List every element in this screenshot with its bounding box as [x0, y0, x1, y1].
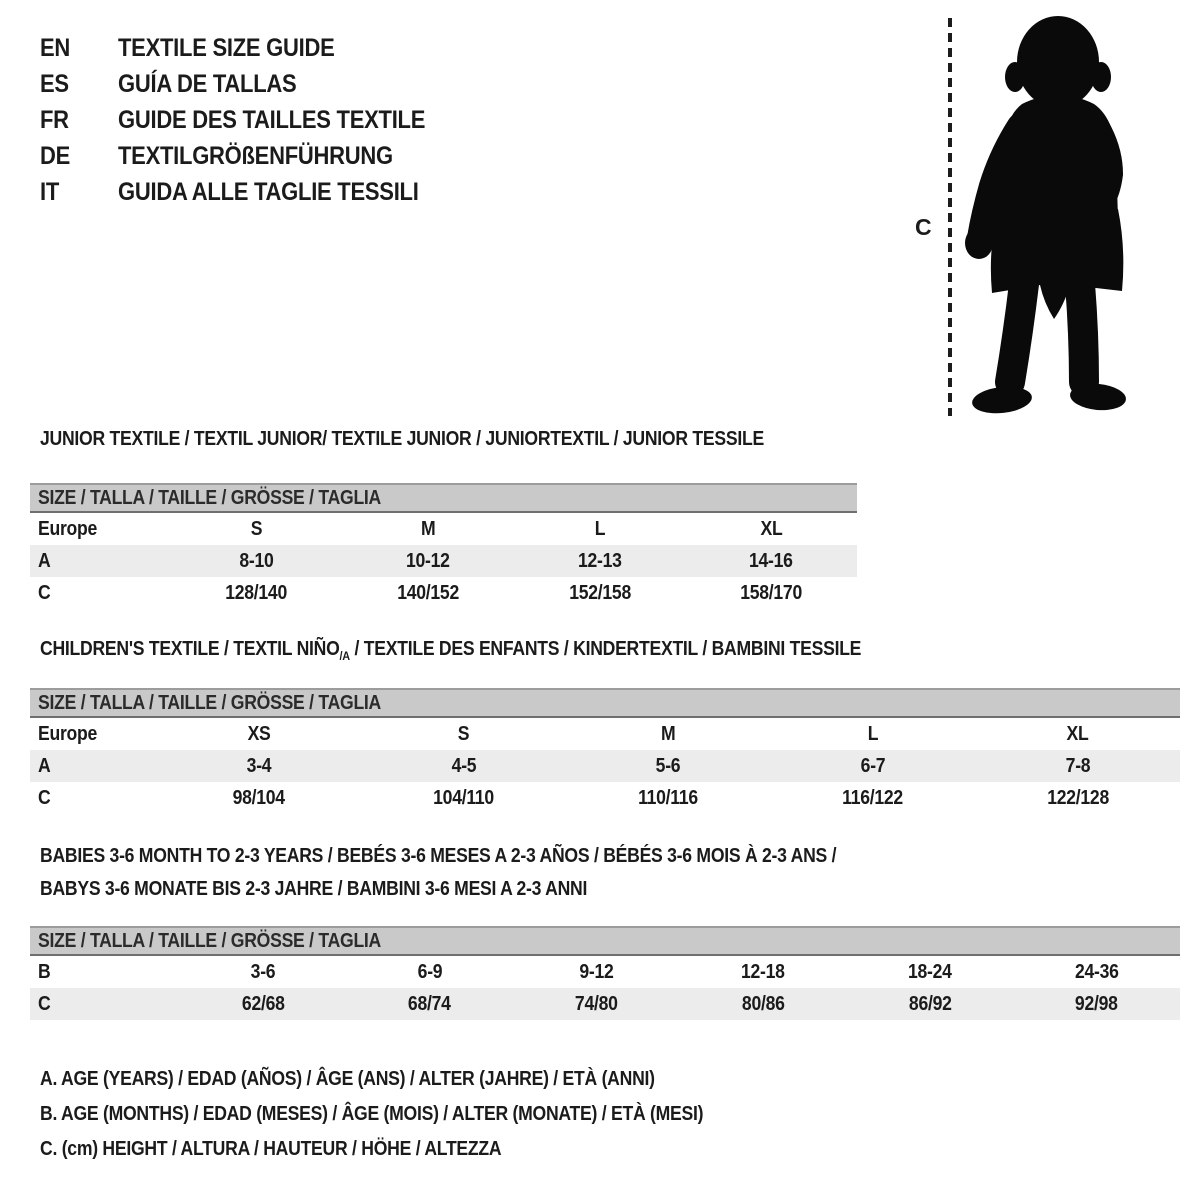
table-cell: 8-10 [239, 549, 274, 572]
babies-size-table [30, 926, 1180, 1020]
language-row-de [40, 138, 467, 174]
row-label: A [38, 754, 51, 777]
height-measure-figure [905, 14, 1195, 426]
size-table-header: SIZE / TALLA / TAILLE / GRÖSSE / TAGLIA [30, 926, 1180, 956]
table-cell: 3-4 [246, 754, 272, 777]
section-title-babies-line1: BABIES 3-6 MONTH TO 2-3 YEARS / BEBÉS 3-6 MESES A 2-3 AÑOS / BÉBÉS 3-6 MOIS À 2-3 ANS / [40, 845, 837, 867]
table-row [30, 782, 1180, 814]
language-code: DE [40, 141, 71, 170]
table-cell: 92/98 [1075, 992, 1118, 1015]
guide-title-de: TEXTILGRÖßENFÜHRUNG [118, 141, 393, 170]
table-row [30, 577, 857, 609]
table-cell: M [661, 722, 676, 745]
table-cell: 12-13 [577, 549, 622, 572]
language-row-fr [40, 102, 467, 138]
table-cell: 110/116 [638, 786, 699, 809]
table-cell: 10-12 [406, 549, 450, 572]
language-row-es [40, 66, 467, 102]
guide-title-fr: GUIDE DES TAILLES TEXTILE [118, 105, 426, 134]
table-row [30, 750, 1180, 782]
table-row [30, 988, 1180, 1020]
table-cell: L [594, 517, 605, 540]
table-cell: 98/104 [232, 786, 285, 809]
guide-title-en: TEXTILE SIZE GUIDE [118, 33, 335, 62]
table-cell: M [420, 517, 436, 540]
row-label: C [38, 786, 51, 809]
table-cell: 158/170 [740, 581, 803, 604]
legend-line-a: A. AGE (YEARS) / EDAD (AÑOS) / ÂGE (ANS) / ALTER (JAHRE) / ETÀ (ANNI) [40, 1068, 655, 1090]
table-cell: 18-24 [908, 960, 952, 983]
table-cell: 104/110 [433, 786, 494, 809]
toddler-silhouette-icon [958, 14, 1144, 418]
table-cell: 122/128 [1046, 786, 1109, 809]
section-title-junior: JUNIOR TEXTILE / TEXTIL JUNIOR/ TEXTILE JUNIOR / JUNIORTEXTIL / JUNIOR TESSILE [40, 428, 764, 450]
language-code: EN [40, 33, 71, 62]
table-cell: 5-6 [655, 754, 681, 777]
table-cell: 74/80 [575, 992, 618, 1015]
table-cell: S [457, 722, 470, 745]
size-table-header: SIZE / TALLA / TAILLE / GRÖSSE / TAGLIA [30, 688, 1180, 718]
guide-title-it: GUIDA ALLE TAGLIE TESSILI [118, 177, 419, 206]
language-title-list [40, 30, 467, 210]
row-label: Europe [38, 722, 98, 745]
nino-a-subscript: /A [339, 649, 350, 663]
row-label: C [38, 992, 51, 1015]
language-row-en [40, 30, 467, 66]
table-cell: 152/158 [568, 581, 631, 604]
language-row-it [40, 174, 467, 210]
table-cell: XL [1066, 722, 1089, 745]
table-cell: 140/152 [397, 581, 459, 604]
table-cell: 4-5 [451, 754, 476, 777]
junior-size-table [30, 483, 857, 609]
table-cell: S [250, 517, 263, 540]
table-cell: 6-7 [860, 754, 886, 777]
section-title-children: CHILDREN'S TEXTILE / TEXTIL $NIÑO_{/A}$ / TEXTILE DES ENFANTS / KINDERTEXTIL / BAMBINI TESSILE [40, 638, 862, 663]
table-cell: 80/86 [741, 992, 785, 1015]
table-cell: 62/68 [241, 992, 285, 1015]
table-row [30, 545, 857, 577]
guide-title-es: GUÍA DE TALLAS [118, 69, 297, 98]
legend [40, 1062, 794, 1167]
legend-line-c: C. (cm) HEIGHT / ALTURA / HAUTEUR / HÖHE / ALTEZZA [40, 1138, 502, 1160]
height-dashed-line-icon [948, 18, 952, 416]
table-cell: XL [760, 517, 783, 540]
table-cell: 12-18 [741, 960, 785, 983]
table-cell: 116/122 [842, 786, 904, 809]
language-code: IT [40, 177, 60, 206]
table-cell: 86/92 [908, 992, 952, 1015]
table-row [30, 956, 1180, 988]
table-row [30, 718, 1180, 750]
size-table-header: SIZE / TALLA / TAILLE / GRÖSSE / TAGLIA [30, 483, 857, 513]
measure-c-label: C [915, 214, 932, 240]
language-code: ES [40, 69, 69, 98]
table-cell: 128/140 [225, 581, 288, 604]
row-label: B [38, 960, 51, 983]
table-cell: 24-36 [1074, 960, 1119, 983]
table-cell: 7-8 [1065, 754, 1090, 777]
legend-line-b: B. AGE (MONTHS) / EDAD (MESES) / ÂGE (MOIS) / ALTER (MONATE) / ETÀ (MESI) [40, 1103, 704, 1125]
table-row [30, 513, 857, 545]
table-cell: XS [247, 722, 271, 745]
section-title-babies-line2: BABYS 3-6 MONATE BIS 2-3 JAHRE / BAMBINI 3-6 MESI A 2-3 ANNI [40, 878, 588, 900]
row-label: Europe [38, 517, 98, 540]
table-cell: 3-6 [250, 960, 276, 983]
table-cell: 68/74 [408, 992, 451, 1015]
table-cell: 14-16 [749, 549, 794, 572]
table-cell: 6-9 [417, 960, 442, 983]
children-size-table [30, 688, 1180, 814]
table-cell: 9-12 [579, 960, 614, 983]
row-label: C [38, 581, 51, 604]
table-cell: L [867, 722, 879, 745]
row-label: A [38, 549, 51, 572]
language-code: FR [40, 105, 69, 134]
